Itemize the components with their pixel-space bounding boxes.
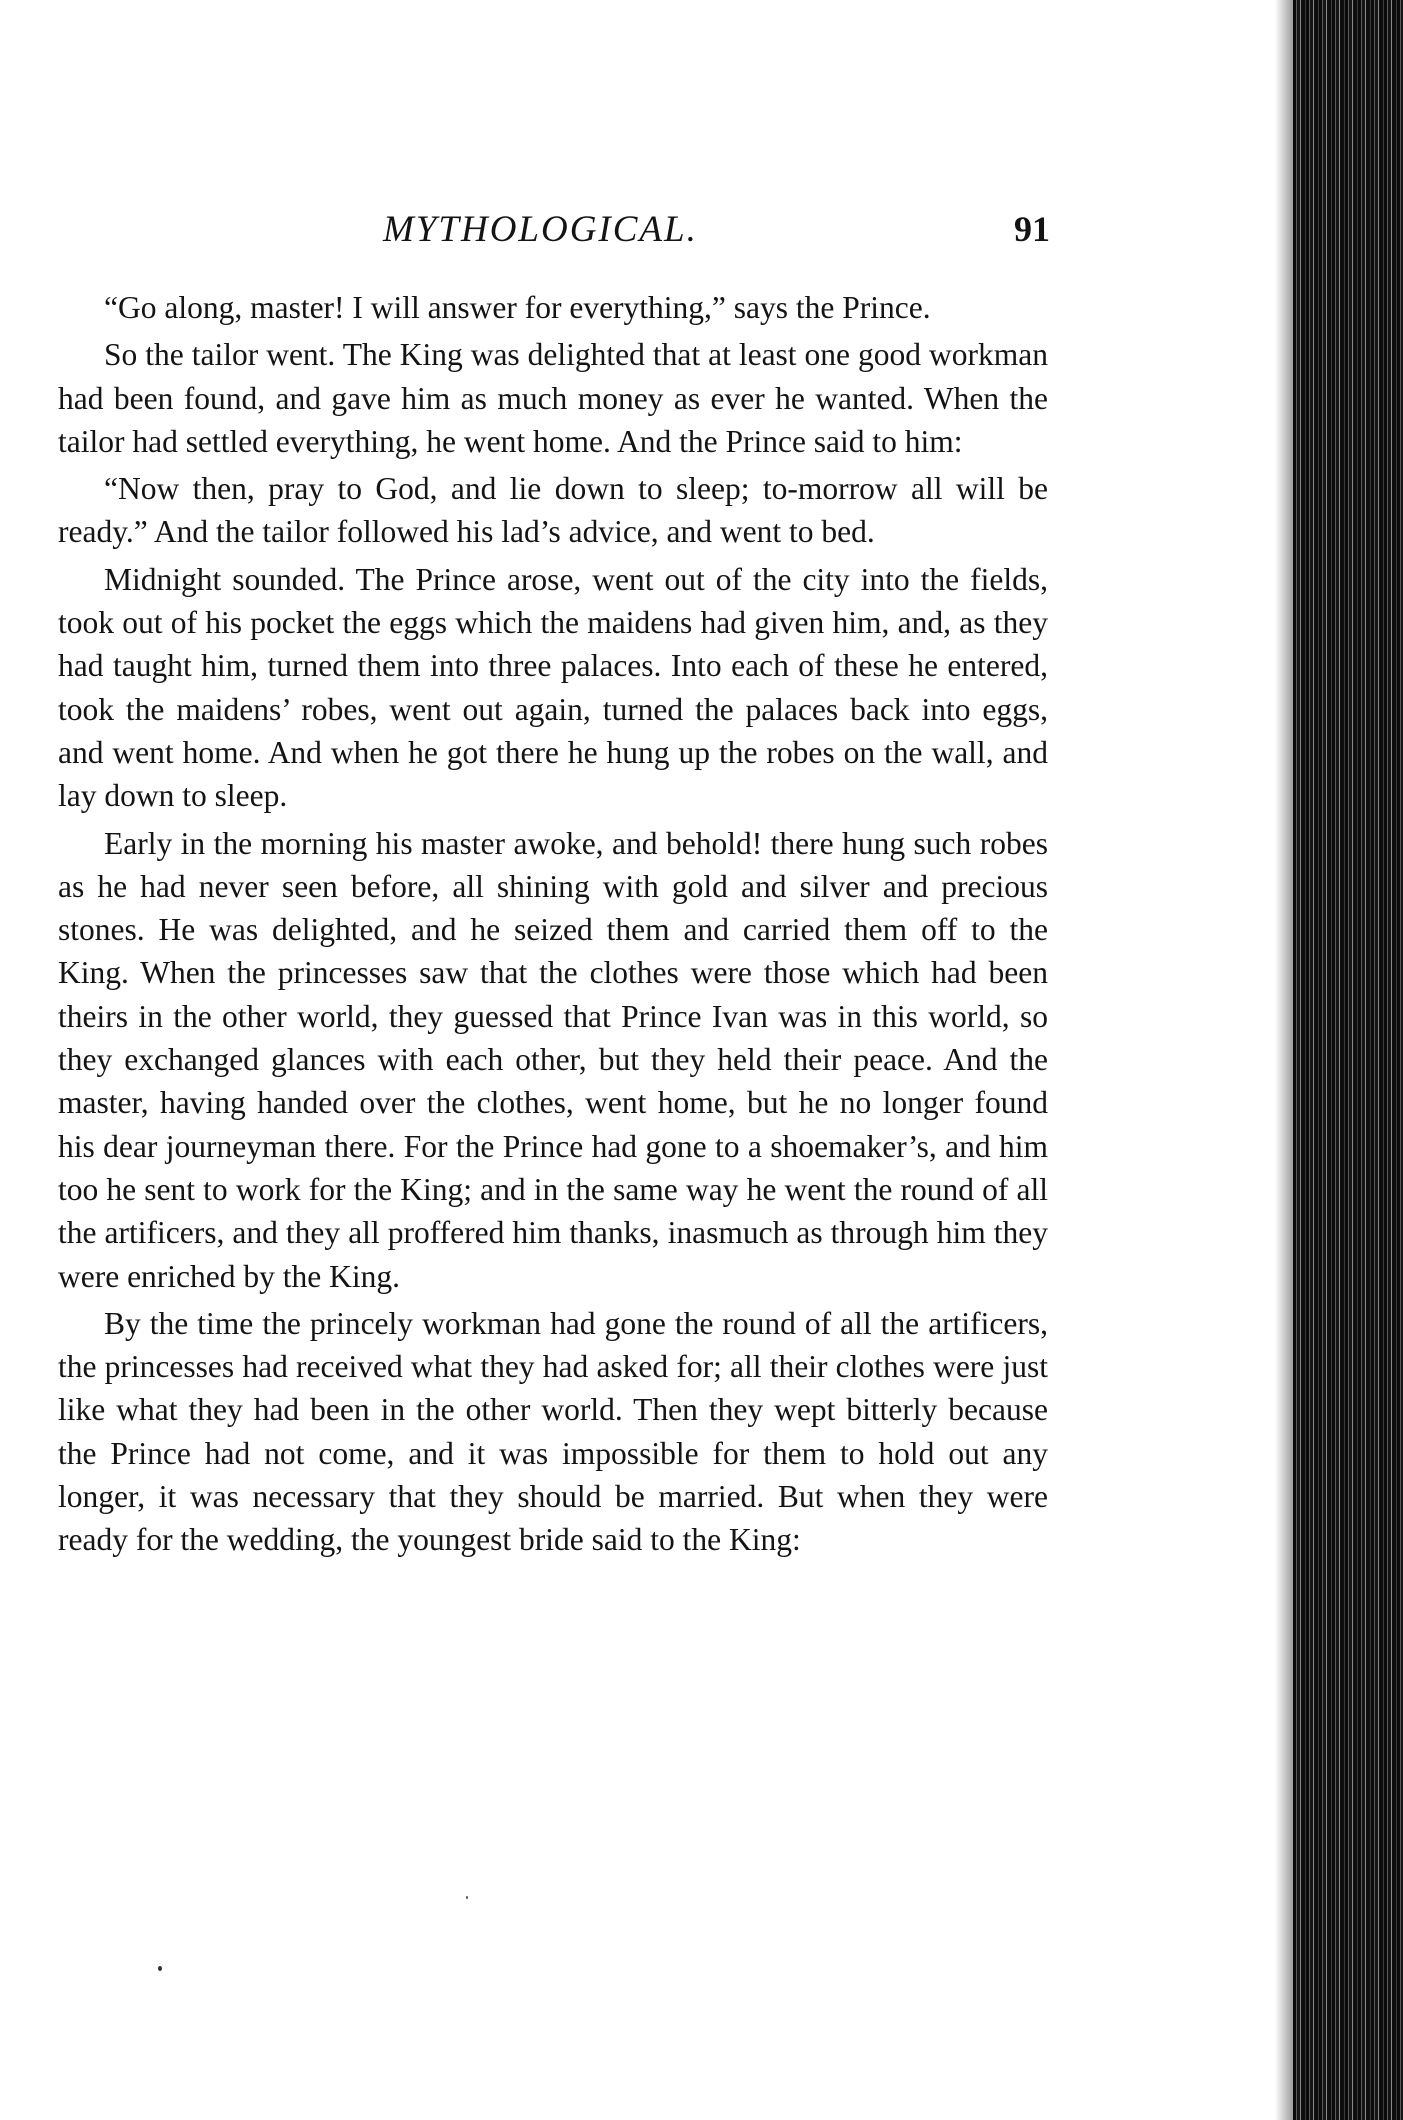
ink-speck: [158, 1966, 162, 1971]
paragraph: “Go along, master! I will answer for everything,” says the Prince.: [104, 290, 931, 325]
paragraph: “Now then, pray to God, and lie down to sleep; to-morrow all will be ready.” And the tailor followed his lad’s advice, and went to bed.: [58, 471, 1048, 550]
body-text: [58, 286, 1048, 1566]
book-page-edge: [1293, 0, 1403, 2120]
paragraph: So the tailor went. The King was delighted that at least one good workman had been found, and gave him as much money as ever he wanted. When the tailor had settled everything, he went home. And the Prince said to him:: [58, 337, 1048, 459]
paragraph: Midnight sounded. The Prince arose, went out of the city into the fields, took out of his pocket the eggs which the maidens had given him, and, as they had taught him, turned them into three palaces. Into each of these he entered, took the maidens’ robes, went out again, turned the palaces back into eggs, and went home. And when he got there he hung up the robes on the wall, and lay down to sleep.: [58, 561, 1048, 814]
paragraph: Early in the morning his master awoke, and behold! there hung such robes as he had never seen before, all shining with gold and silver and precious stones. He was delighted, and he seized them and carried them off to the King. When the princesses saw that the clothes were those which had been theirs in the other world, they guessed that Prince Ivan was in this world, so they exchanged glances with each other, but they held their peace. And the master, having handed over the clothes, went home, but he no longer found his dear journeyman there. For the Prince had gone to a shoemaker’s, and him too he sent to work for the King; and in the same way he went the round of all the artificers, and they all proffered him thanks, inasmuch as through him they were enriched by the King.: [58, 825, 1048, 1294]
running-head: [58, 208, 1050, 258]
running-title: MYTHOLOGICAL.: [383, 209, 698, 250]
page-number: 91: [1014, 209, 1050, 249]
ink-speck: [466, 1896, 468, 1899]
paragraph: By the time the princely workman had gone the round of all the artificers, the princesses had received what they had asked for; all their clothes were just like what they had been in the other world. Then they wept bitterly because the Prince had not come, and it was impossible for them to hold out any longer, it was necessary that they should be married. But when they were ready for the wedding, the youngest bride said to the King:: [58, 1305, 1048, 1558]
